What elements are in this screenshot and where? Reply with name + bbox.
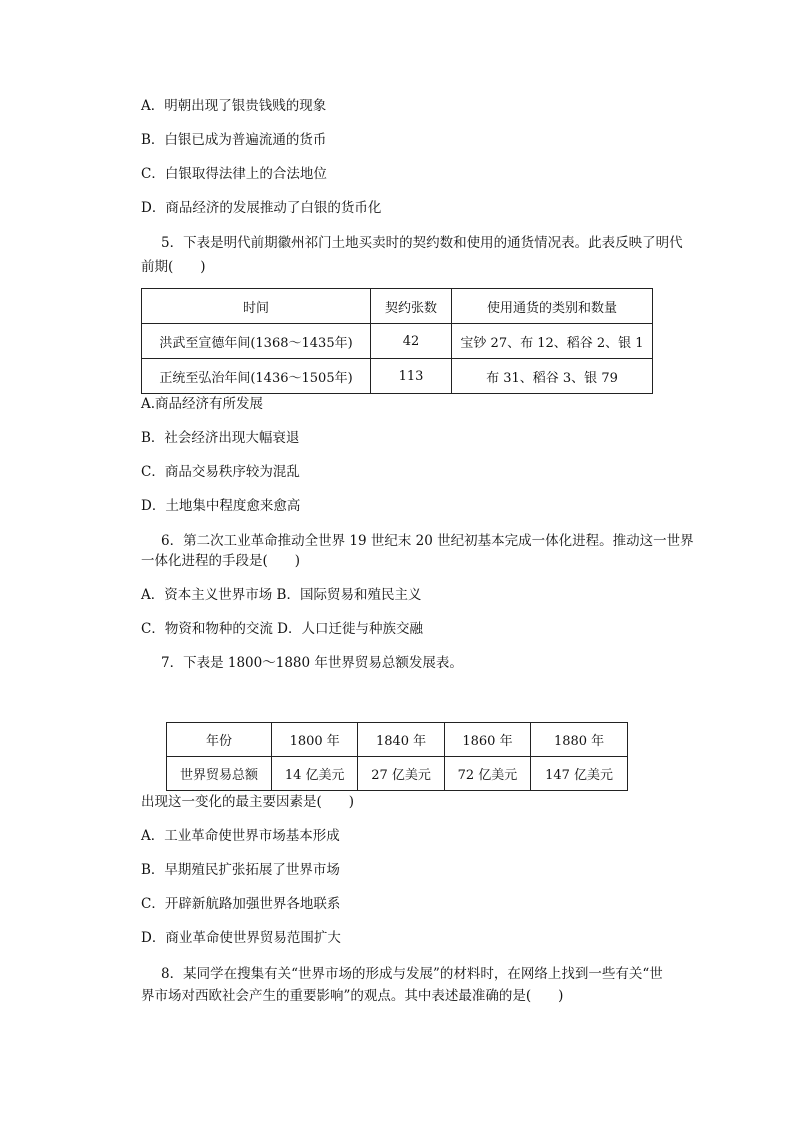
q5-option-b: B．社会经济出现大幅衰退: [141, 430, 300, 446]
table-header-cell: 1860 年: [444, 723, 530, 757]
table-cell: 72 亿美元: [444, 757, 530, 791]
table-row: [142, 359, 653, 394]
q7-option-b: B．早期殖民扩张拓展了世界市场: [141, 862, 340, 878]
q7-table: [166, 722, 628, 791]
q5-option-d: D．土地集中程度愈来愈高: [141, 498, 301, 514]
table-header-cell: 年份: [167, 723, 272, 757]
q5-stem-line1: 5．下表是明代前期徽州祁门土地买卖时的契约数和使用的通货情况表。此表反映了明代: [161, 235, 683, 251]
table-cell: 14 亿美元: [272, 757, 358, 791]
table-header-cell: 契约张数: [371, 289, 452, 324]
q6-options-ab: A．资本主义世界市场 B．国际贸易和殖民主义: [141, 587, 422, 603]
q4-option-c: C．白银取得法律上的合法地位: [141, 166, 327, 182]
q8-stem-line1: 8．某同学在搜集有关“世界市场的形成与发展”的材料时，在网络上找到一些有关“世: [161, 966, 663, 982]
q5-table: [141, 288, 653, 394]
q4-option-b: B．白银已成为普遍流通的货币: [141, 132, 327, 148]
q4-option-d: D．商品经济的发展推动了白银的货币化: [141, 200, 382, 216]
table-row: [167, 723, 628, 757]
q7-option-d: D．商业革命使世界贸易范围扩大: [141, 930, 341, 946]
q7-option-c: C．开辟新航路加强世界各地联系: [141, 896, 341, 912]
q8-stem-line2: 界市场对西欧社会产生的重要影响”的观点。其中表述最准确的是( ): [141, 988, 564, 1004]
table-cell: 世界贸易总额: [167, 757, 272, 791]
q7-option-a: A．工业革命使世界市场基本形成: [141, 828, 340, 844]
q5-option-a: A.商品经济有所发展: [141, 396, 264, 412]
q4-option-a: A．明朝出现了银贵钱贱的现象: [141, 98, 327, 114]
table-cell: 113: [371, 359, 452, 394]
table-cell: 147 亿美元: [531, 757, 628, 791]
table-header-cell: 时间: [142, 289, 371, 324]
q6-options-cd: C．物资和物种的交流 D．人口迁徙与种族交融: [141, 621, 423, 637]
table-header-cell: 1880 年: [531, 723, 628, 757]
table-cell: 布 31、稻谷 3、银 79: [452, 359, 653, 394]
table-header-cell: 1800 年: [272, 723, 358, 757]
q6-stem-line1: 6．第二次工业革命推动全世界 19 世纪末 20 世纪初基本完成一体化进程。推动这一世界: [161, 533, 694, 549]
table-cell: 洪武至宣德年间(1368～1435年): [142, 324, 371, 359]
table-cell: 正统至弘治年间(1436～1505年): [142, 359, 371, 394]
q7-stem: 7．下表是 1800～1880 年世界贸易总额发展表。: [161, 655, 463, 671]
table-cell: 宝钞 27、布 12、稻谷 2、银 1: [452, 324, 653, 359]
table-cell: 42: [371, 324, 452, 359]
table-header-cell: 使用通货的类别和数量: [452, 289, 653, 324]
q5-stem-line2: 前期( ): [141, 259, 206, 275]
table-row: [167, 757, 628, 791]
q6-stem-line2: 一体化进程的手段是( ): [141, 553, 301, 569]
table-header-row: [142, 289, 653, 324]
table-cell: 27 亿美元: [358, 757, 444, 791]
q7-question: 出现这一变化的最主要因素是( ): [141, 794, 355, 810]
table-row: [142, 324, 653, 359]
table-header-cell: 1840 年: [358, 723, 444, 757]
q5-option-c: C．商品交易秩序较为混乱: [141, 464, 300, 480]
